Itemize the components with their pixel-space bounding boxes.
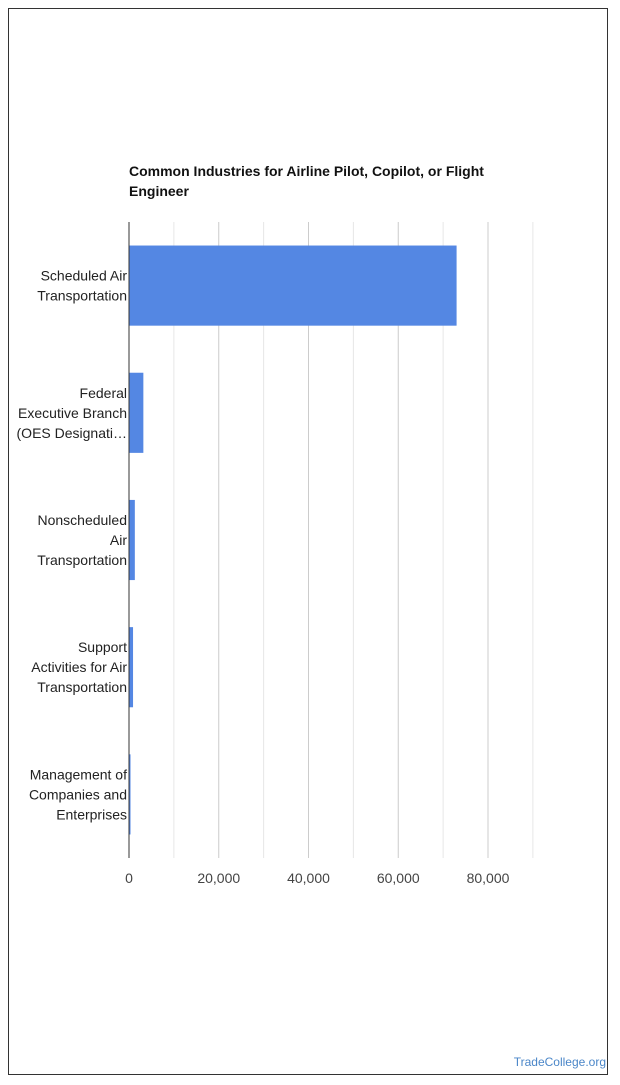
x-tick-label: 0 (125, 870, 133, 886)
x-tick-label: 40,000 (287, 870, 330, 886)
x-tick-labels (125, 870, 510, 886)
bar[interactable] (129, 246, 457, 326)
watermark-link[interactable]: TradeCollege.org (513, 1055, 606, 1069)
bar[interactable] (129, 373, 143, 453)
x-tick-label: 60,000 (376, 870, 420, 886)
x-tick-label: 20,000 (197, 870, 241, 886)
category-labels (17, 268, 128, 823)
category-label: Management of Companies and Enterprises (28, 766, 127, 823)
bar[interactable] (129, 627, 133, 707)
category-label: Scheduled Air Transportation (37, 267, 127, 304)
category-label: Federal Executive Branch (OES Designati… (16, 384, 127, 441)
category-label: Nonscheduled Air Transportation (37, 512, 127, 568)
bar-layer (129, 246, 457, 835)
chart-title: Common Industries for Airline Pilot, Copilot, or Flight Engineer (129, 163, 484, 199)
x-tick-label: 80,000 (466, 870, 510, 886)
bar[interactable] (129, 500, 135, 580)
category-label: Support Activities for Air Transportation (31, 639, 127, 696)
